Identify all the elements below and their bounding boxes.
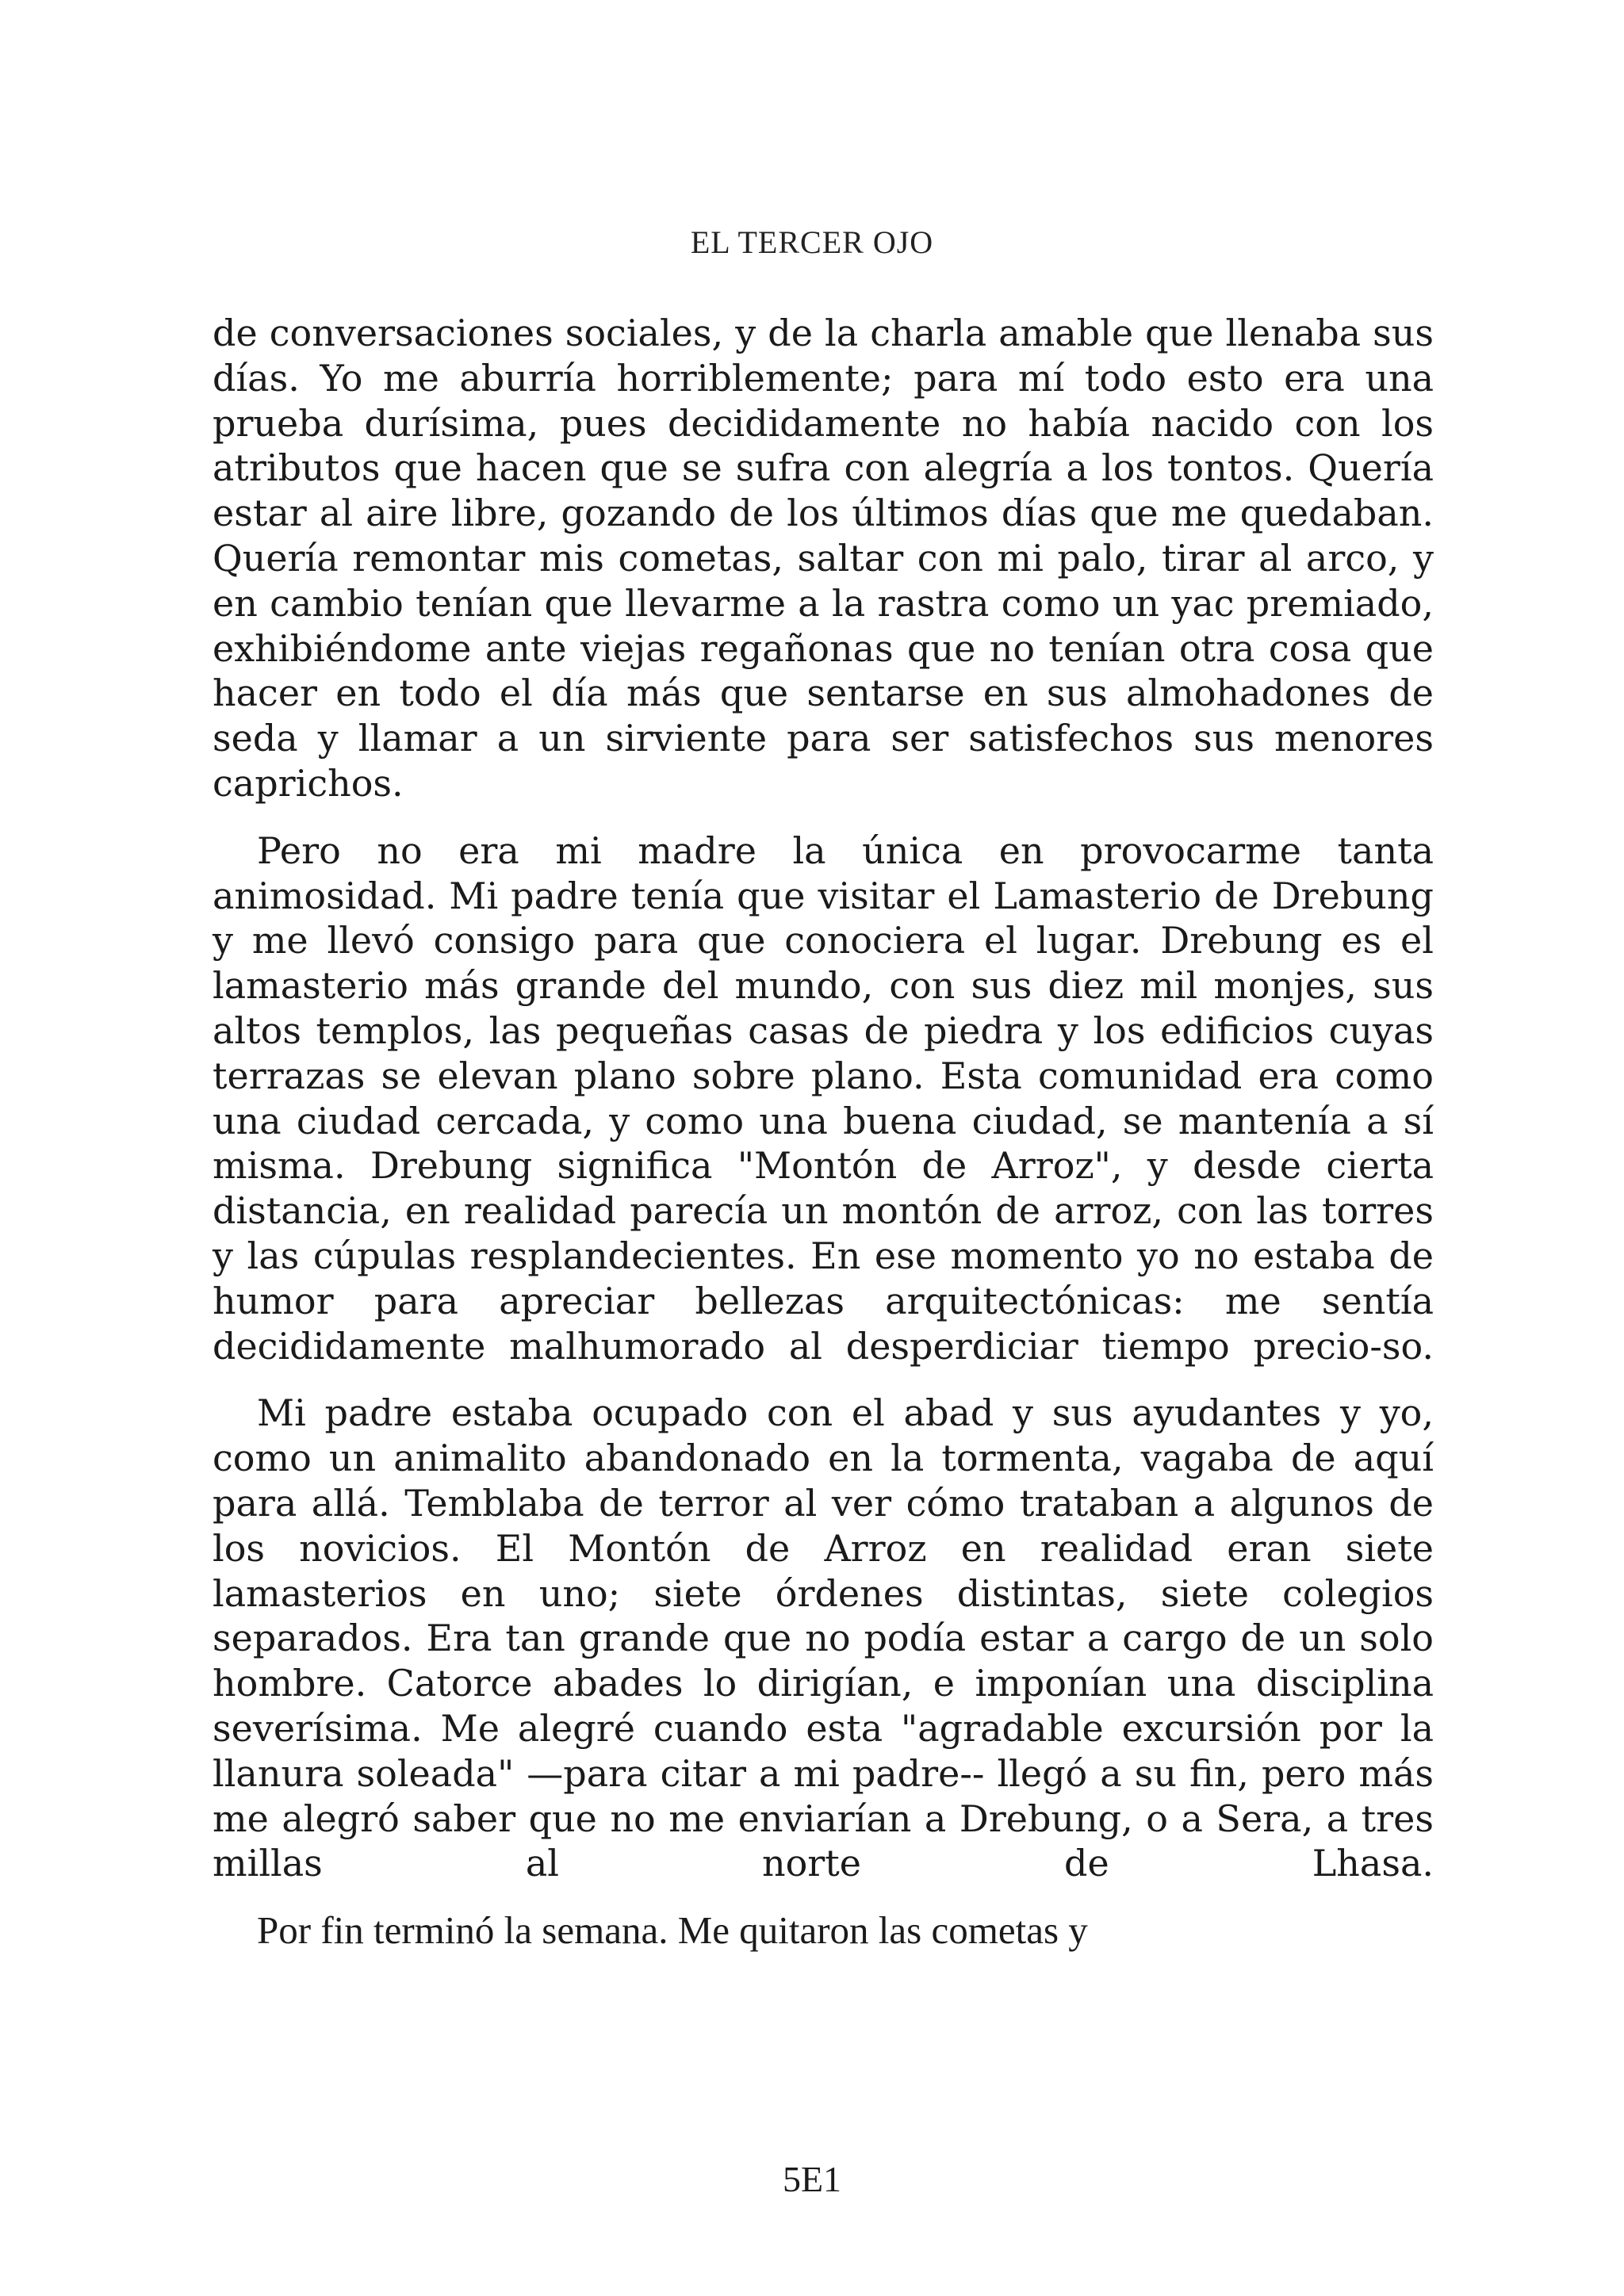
page-number: 5E1 (782, 2159, 842, 2199)
running-header: EL TERCER OJO (690, 224, 934, 260)
body-text (213, 311, 1434, 1976)
paragraph-3: Mi padre estaba ocupado con el abad y sus ayudantes y yo, como un animalito abandonado en la tormenta, vagaba de aquí para allá. Temblaba de terror al ver cómo trataban a algunos de los novicios. El Montón de Arroz en realidad eran siete lamasterios en uno; siete órdenes distintas, siete colegios separados. Era tan grande que no podía estar a cargo de un solo hombre. Catorce abades lo dirigían, e imponían una disciplina severísima. Me alegré cuando esta "agradable excursión por la llanura soleada" —para citar a mi padre-- llegó a su fin, pero más me alegró saber que no me enviarían a Drebung, o a Sera, a tres millas al norte de Lhasa. (213, 1391, 1434, 1885)
paragraph-4: Por fin terminó la semana. Me quitaron las cometas y (257, 1908, 1088, 1953)
paragraph-2: Pero no era mi madre la única en provocarme tanta animosidad. Mi padre tenía que visitar el Lamasterio de Drebung y me llevó consigo para que conociera el lugar. Drebung es el lamasterio más grande del mundo, con sus diez mil monjes, sus altos templos, las pequeñas casas de piedra y los edificios cuyas terrazas se elevan plano sobre plano. Esta comunidad era como una ciudad cercada, y como una buena ciudad, se mantenía a sí misma. Drebung significa "Montón de Arroz", y desde cierta distancia, en realidad parecía un montón de arroz, con las torres y las cúpulas resplandecientes. En ese momento yo no estaba de humor para apreciar bellezas arquitectónicas: me sentía decididamente malhumorado al desperdiciar tiempo precio-so. (213, 828, 1434, 1368)
paragraph-1: de conversaciones sociales, y de la charla amable que llenaba sus días. Yo me aburría horriblemente; para mí todo esto era una prueba durísima, pues decididamente no había nacido con los atributos que hacen que se sufra con alegría a los tontos. Quería estar al aire libre, gozando de los últimos días que me quedaban. Quería remontar mis cometas, saltar con mi palo, tirar al arco, y en cambio tenían que llevarme a la rastra como un yac premiado, exhibiéndome ante viejas regañonas que no tenían otra cosa que hacer en todo el día más que sentarse en sus almohadones de seda y llamar a un sirviente para ser satisfechos sus menores caprichos. (213, 312, 1434, 805)
